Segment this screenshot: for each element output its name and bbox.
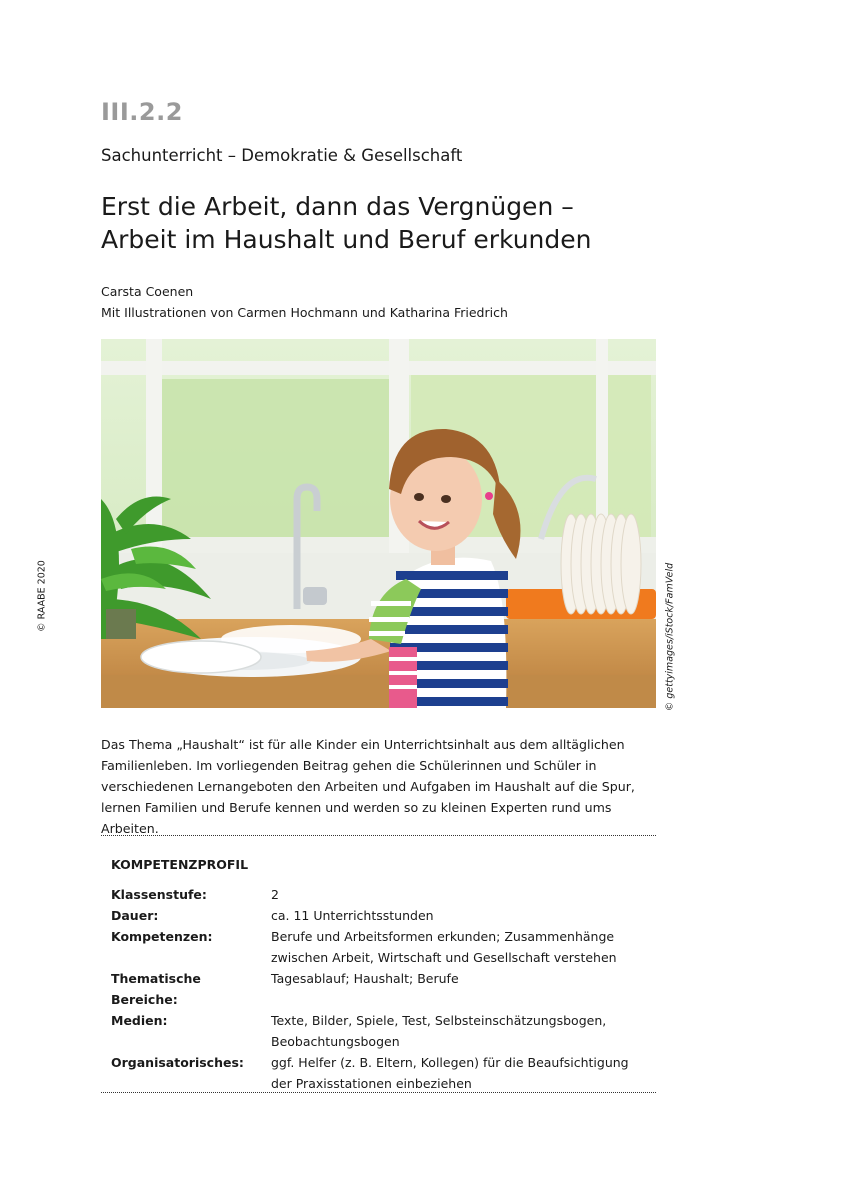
kp-row-kompetenzen [111, 926, 651, 968]
kp-label: Organisatorisches: [111, 1055, 244, 1070]
kp-value: ggf. Helfer (z. B. Eltern, Kollegen) für die Beaufsichtigung der Praxisstationen einbeziehen [271, 1055, 629, 1091]
kp-value: Tagesablauf; Haushalt; Berufe [271, 971, 459, 986]
subject-line: Sachunterricht – Demokratie & Gesellschaft [101, 146, 463, 165]
kp-label: Kompetenzen: [111, 929, 213, 944]
intro-paragraph: Das Thema „Haushalt“ ist für alle Kinder ein Unterrichtsinhalt aus dem alltäglichen Familienleben. Im vorliegenden Beitrag gehen die Schülerinnen und Schüler in verschiedenen Lernangeboten den Arbeiten und Aufgaben im Haushalt auf die Spur, lernen Familien und Berufe kennen und werden so zu kleinen Experten rund ums Arbeiten. [101, 737, 635, 836]
kp-label: Medien: [111, 1013, 168, 1028]
kompetenzprofil-table [111, 884, 651, 1094]
kp-value: ca. 11 Unterrichtsstunden [271, 908, 434, 923]
kompetenzprofil-heading: KOMPETENZPROFIL [111, 857, 249, 872]
page-title [101, 190, 661, 256]
kp-value: 2 [271, 887, 279, 902]
title-line-1: Erst die Arbeit, dann das Vergnügen – [101, 192, 574, 221]
author-name: Carsta Coenen [101, 284, 194, 299]
title-line-2: Arbeit im Haushalt und Beruf erkunden [101, 225, 592, 254]
side-copyright: © RAABE 2020 [36, 560, 48, 632]
section-number: III.2.2 [101, 98, 183, 126]
cover-photo-illustration [101, 339, 656, 708]
cover-photo [101, 339, 656, 708]
kp-row-thematische-bereiche [111, 968, 651, 1010]
divider-top [101, 835, 656, 836]
kp-value: Berufe und Arbeitsformen erkunden; Zusammenhänge zwischen Arbeit, Wirtschaft und Gesellschaft verstehen [271, 929, 617, 965]
photo-credit: © gettyimages/iStock/FamVeld [664, 562, 676, 712]
kp-row-organisatorisches [111, 1052, 651, 1094]
illustrators: Mit Illustrationen von Carmen Hochmann und Katharina Friedrich [101, 305, 508, 320]
kp-label: Klassenstufe: [111, 887, 207, 902]
author-block [101, 281, 508, 323]
kp-row-dauer [111, 905, 651, 926]
kp-label: Dauer: [111, 908, 159, 923]
kp-value: Texte, Bilder, Spiele, Test, Selbsteinschätzungsbogen, Beobachtungsbogen [271, 1013, 607, 1049]
kp-row-medien [111, 1010, 651, 1052]
kp-label: Thematische Bereiche: [111, 971, 201, 1007]
divider-bottom [101, 1092, 656, 1093]
kp-row-klassenstufe [111, 884, 651, 905]
